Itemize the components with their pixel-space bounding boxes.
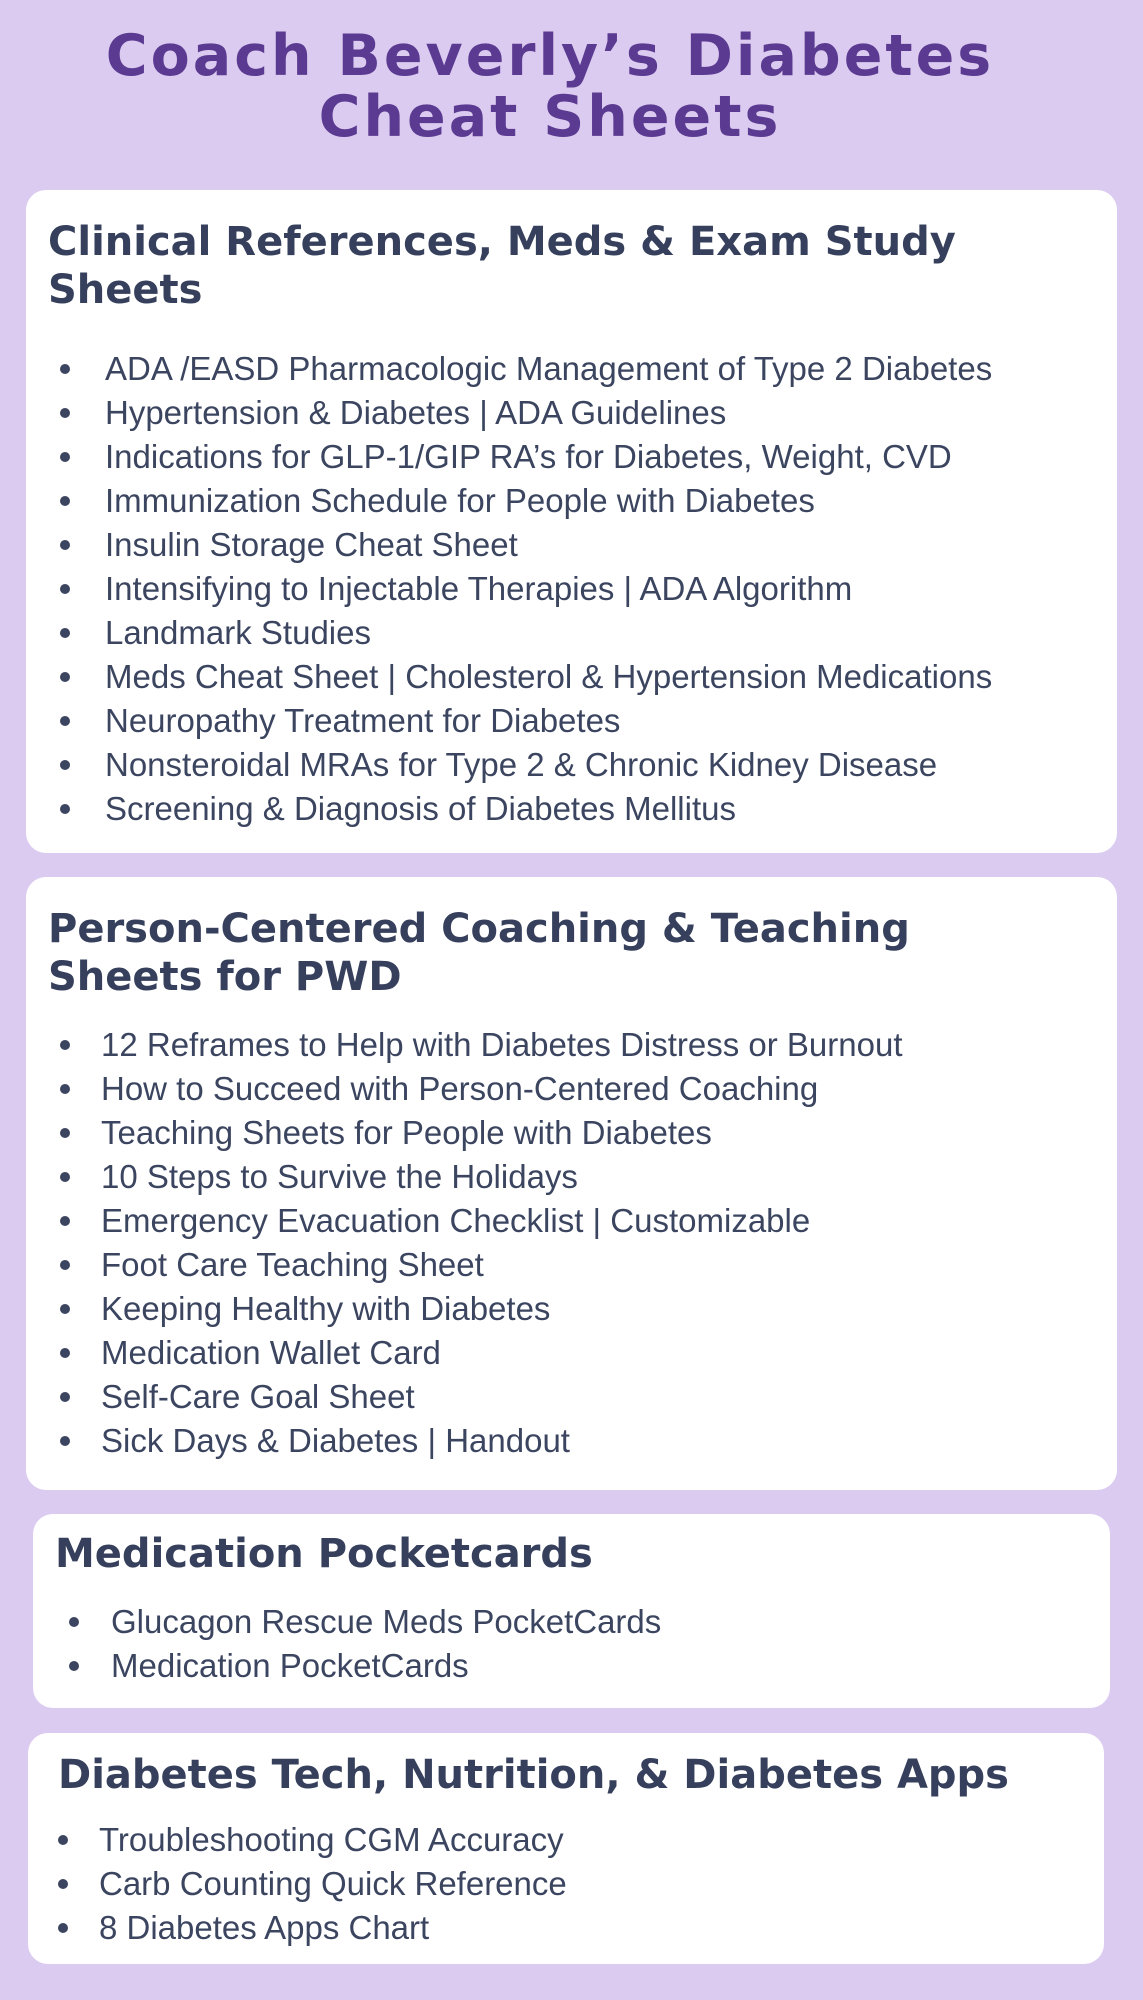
bullet-icon — [60, 628, 70, 638]
list-item-label[interactable]: Keeping Healthy with Diabetes — [101, 1290, 551, 1327]
bullet-icon — [69, 1617, 79, 1627]
list-item-label[interactable]: Carb Counting Quick Reference — [99, 1865, 567, 1902]
list-item-label[interactable]: Glucagon Rescue Meds PocketCards — [111, 1603, 662, 1640]
section-card-medication-pocketcards — [33, 1514, 1110, 1708]
bullet-icon — [69, 1661, 79, 1671]
bullet-icon — [60, 584, 70, 594]
bullet-icon — [60, 804, 70, 814]
bullet-icon — [60, 760, 70, 770]
bullet-icon — [60, 672, 70, 682]
list-item-label[interactable]: Intensifying to Injectable Therapies | ADA Algorithm — [105, 570, 853, 607]
bullet-icon — [58, 1923, 68, 1933]
bullet-icon — [60, 408, 70, 418]
section-card-person-centered-coaching — [26, 877, 1117, 1490]
list-item-label[interactable]: Foot Care Teaching Sheet — [101, 1246, 484, 1283]
bullet-icon — [60, 540, 70, 550]
bullet-icon — [60, 1392, 70, 1402]
list-item-label[interactable]: Neuropathy Treatment for Diabetes — [105, 702, 621, 739]
bullet-icon — [60, 364, 70, 374]
list-item-label[interactable]: Insulin Storage Cheat Sheet — [105, 526, 518, 563]
section-card-clinical-references — [26, 190, 1117, 853]
list-item-label[interactable]: Troubleshooting CGM Accuracy — [99, 1821, 564, 1858]
bullet-icon — [60, 1216, 70, 1226]
list-item-label[interactable]: 10 Steps to Survive the Holidays — [101, 1158, 578, 1195]
list-item-label[interactable]: Indications for GLP-1/GIP RA’s for Diabetes, Weight, CVD — [105, 438, 952, 475]
bullet-icon — [60, 1436, 70, 1446]
list-item-label[interactable]: Landmark Studies — [105, 614, 371, 651]
list-item-label[interactable]: Self-Care Goal Sheet — [101, 1378, 415, 1415]
bullet-icon — [60, 1128, 70, 1138]
section-heading: Clinical References, Meds & Exam Study Sheets — [48, 219, 956, 313]
list-item-label[interactable]: ADA /EASD Pharmacologic Management of Type 2 Diabetes — [105, 350, 993, 387]
list-item-label[interactable]: 12 Reframes to Help with Diabetes Distress or Burnout — [101, 1026, 903, 1063]
list-item-label[interactable]: Hypertension & Diabetes | ADA Guidelines — [105, 394, 727, 431]
page-title: Coach Beverly’s Diabetes Cheat Sheets — [105, 23, 995, 150]
list-item-label[interactable]: Screening & Diagnosis of Diabetes Mellitus — [105, 790, 736, 827]
bullet-icon — [60, 1040, 70, 1050]
bullet-icon — [60, 1260, 70, 1270]
section-heading: Person-Centered Coaching & Teaching Sheets for PWD — [48, 906, 910, 1000]
bullet-icon — [60, 1172, 70, 1182]
section-heading: Medication Pocketcards — [55, 1531, 593, 1577]
bullet-icon — [60, 496, 70, 506]
bullet-icon — [60, 452, 70, 462]
list-item-label[interactable]: Medication Wallet Card — [101, 1334, 441, 1371]
list-item-label[interactable]: 8 Diabetes Apps Chart — [99, 1909, 430, 1946]
bullet-icon — [60, 1304, 70, 1314]
bullet-icon — [60, 1348, 70, 1358]
list-item-label[interactable]: How to Succeed with Person-Centered Coaching — [101, 1070, 819, 1107]
list-item-label[interactable]: Sick Days & Diabetes | Handout — [101, 1422, 570, 1459]
list-item-label[interactable]: Medication PocketCards — [111, 1647, 469, 1684]
list-item-label[interactable]: Emergency Evacuation Checklist | Customizable — [101, 1202, 811, 1239]
list-item-label[interactable]: Immunization Schedule for People with Diabetes — [105, 482, 815, 519]
section-heading: Diabetes Tech, Nutrition, & Diabetes Apps — [58, 1752, 1009, 1798]
bullet-icon — [58, 1835, 68, 1845]
bullet-icon — [60, 716, 70, 726]
list-item-label[interactable]: Meds Cheat Sheet | Cholesterol & Hypertension Medications — [105, 658, 993, 695]
list-item-label[interactable]: Nonsteroidal MRAs for Type 2 & Chronic Kidney Disease — [105, 746, 938, 783]
bullet-icon — [58, 1879, 68, 1889]
section-card-diabetes-tech — [28, 1733, 1104, 1964]
bullet-icon — [60, 1084, 70, 1094]
list-item-label[interactable]: Teaching Sheets for People with Diabetes — [101, 1114, 712, 1151]
